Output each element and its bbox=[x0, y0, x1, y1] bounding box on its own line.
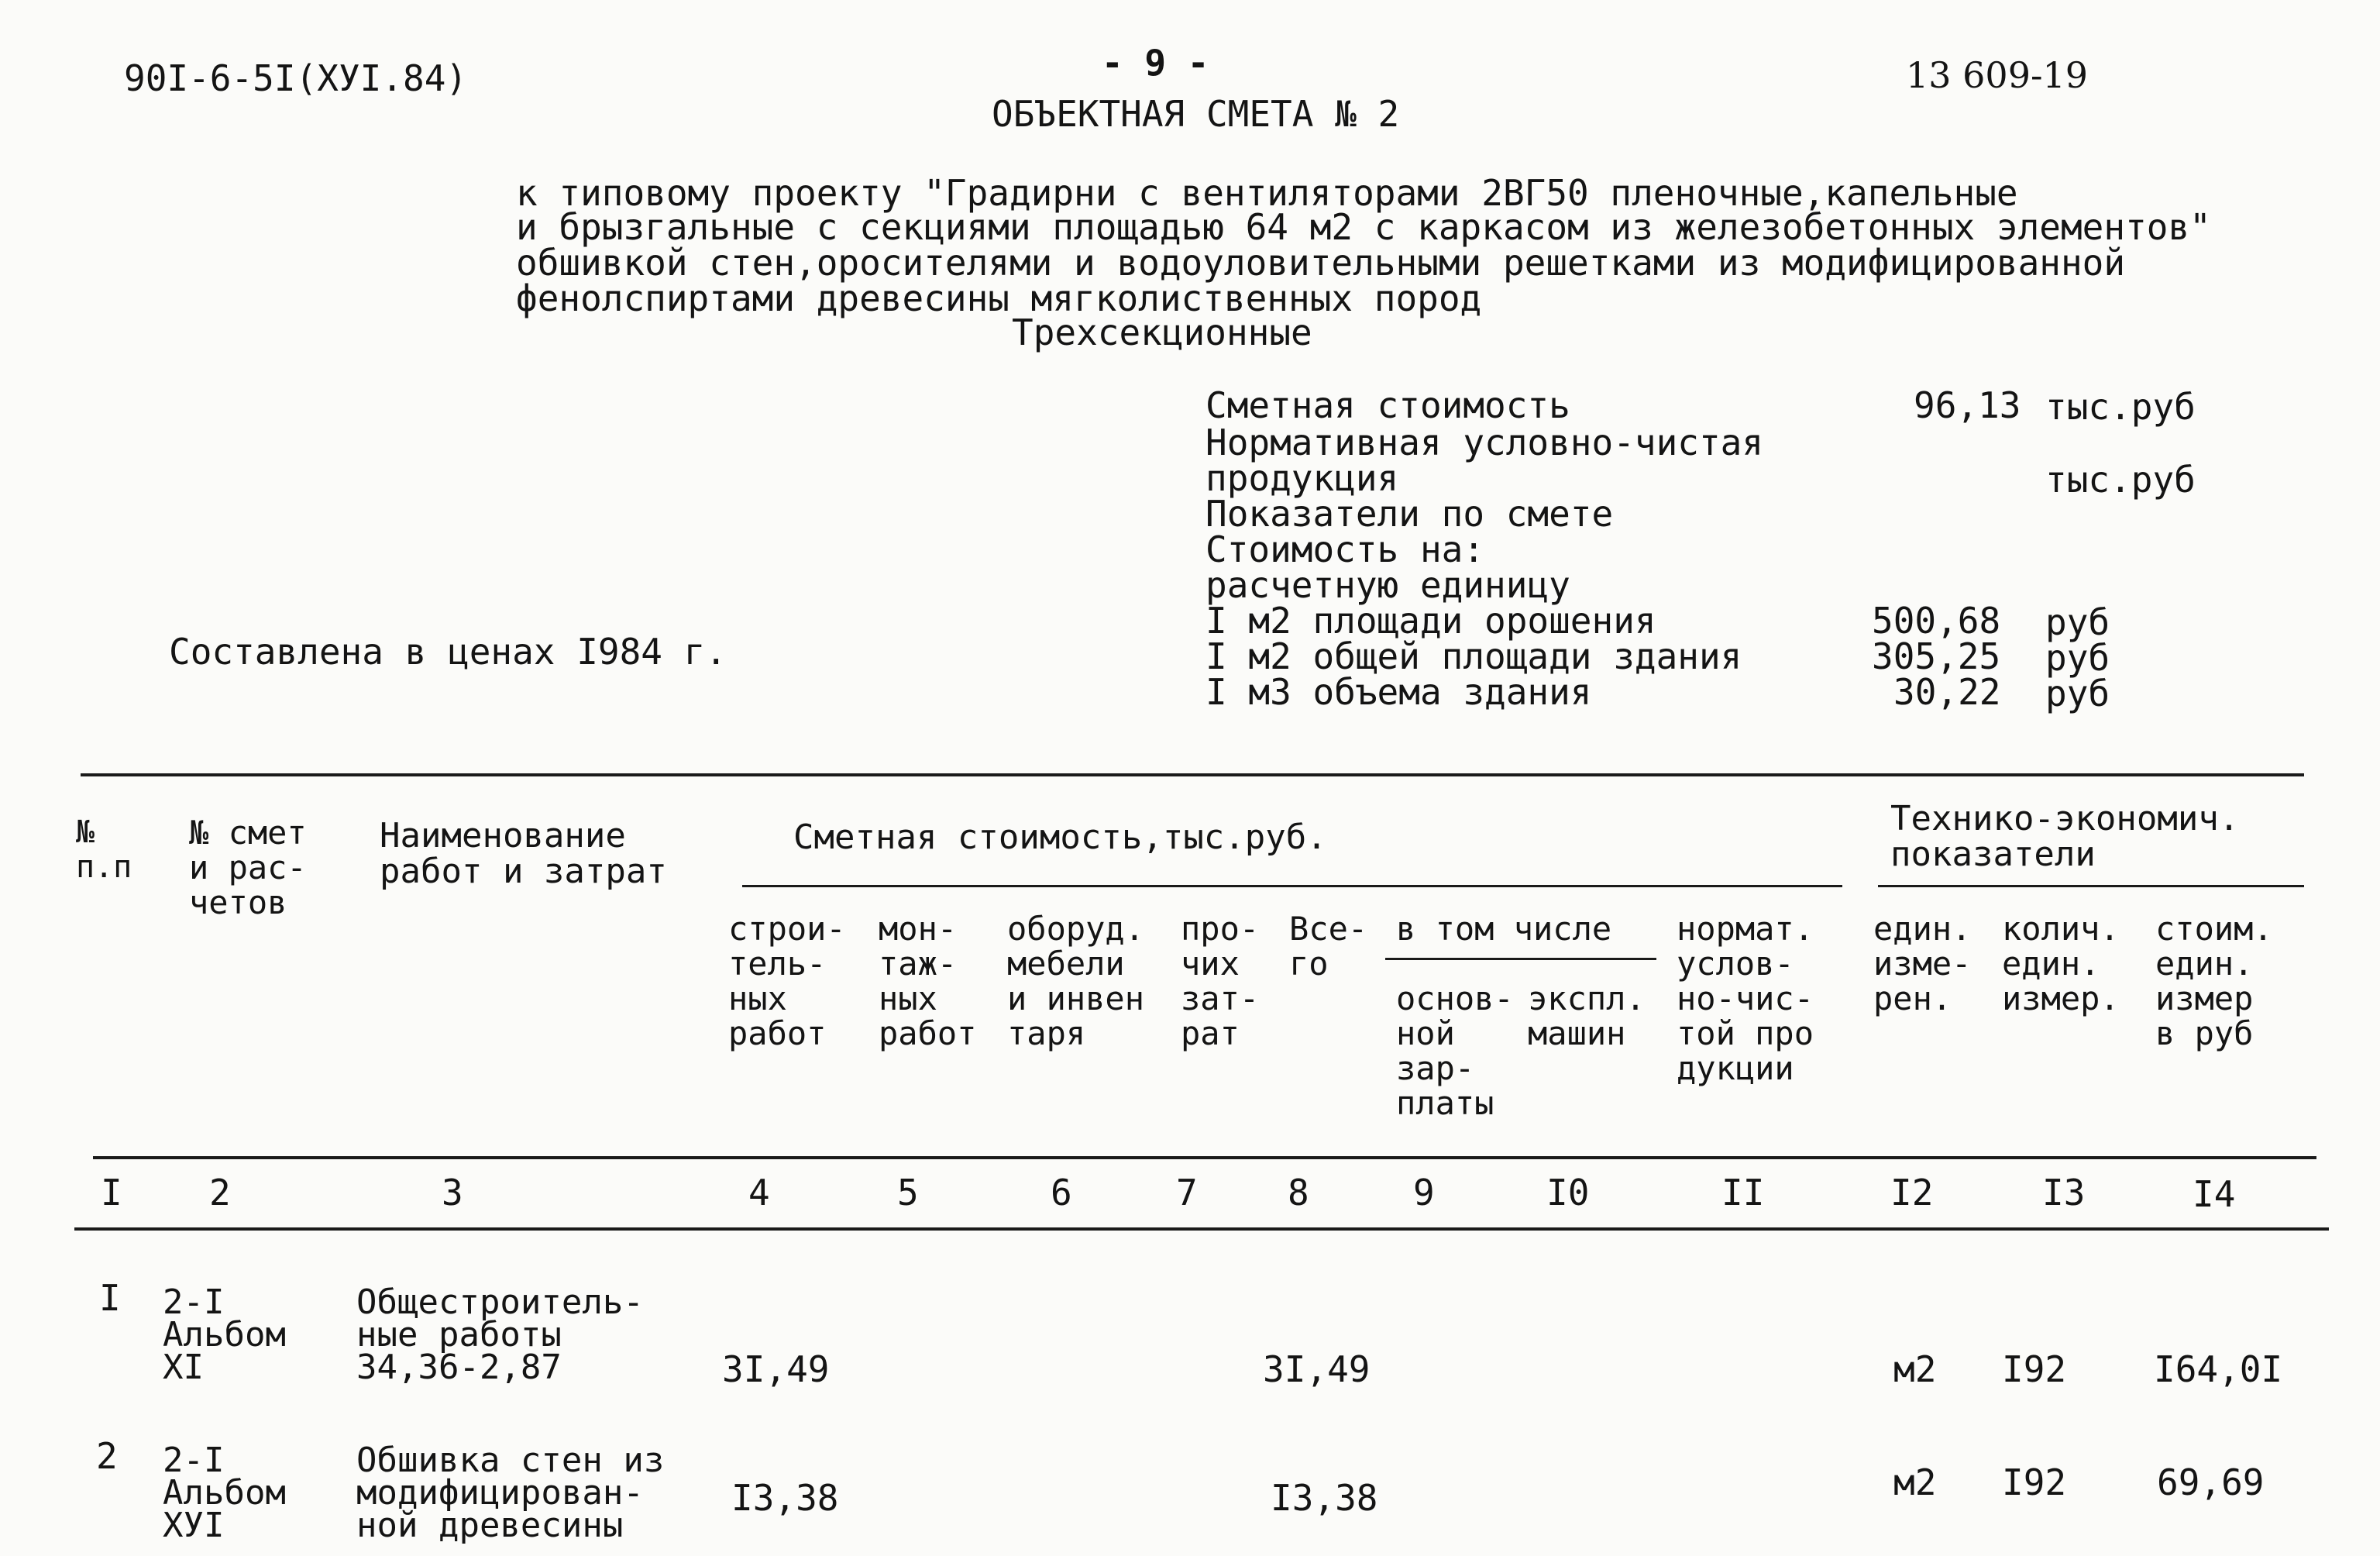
description-line-1: к типовому проекту "Градирни с вентиляторами 2ВГ50 пленочные,капельные bbox=[516, 172, 2018, 214]
col-header-total: Все- го bbox=[1289, 910, 1368, 983]
column-number: II bbox=[1721, 1172, 1765, 1213]
col-header-estimate-ref: № смет и рас- четов bbox=[189, 814, 307, 921]
row-estimate-ref: 2-I Альбом XI bbox=[163, 1282, 286, 1387]
row-unit: м2 bbox=[1893, 1348, 1937, 1390]
table-top-rule bbox=[81, 773, 2304, 776]
normative-unit: тыс.руб bbox=[2045, 459, 2196, 501]
description-line-5: Трехсекционные bbox=[1012, 312, 1312, 353]
row-unit-cost: 69,69 bbox=[2157, 1461, 2265, 1503]
normative-label-1: Нормативная условно-чистая bbox=[1205, 422, 1764, 463]
col-header-including: в том числе bbox=[1396, 910, 1612, 948]
description-line-2: и брызгальные с секциями площадью 64 м2 с каркасом из железобетонных элементов" bbox=[516, 206, 2211, 248]
column-number: 5 bbox=[897, 1172, 919, 1213]
indicator-unit: руб bbox=[2045, 673, 2110, 714]
col-header-normative: нормат. услов- но-чис- той про дукции bbox=[1677, 910, 1814, 1087]
col-header-tech-group: Технико-экономич. показатели bbox=[1890, 799, 2240, 874]
column-number: I3 bbox=[2042, 1172, 2086, 1213]
column-number: I4 bbox=[2193, 1173, 2236, 1215]
column-number: 9 bbox=[1413, 1172, 1435, 1213]
row-construction-cost: 3I,49 bbox=[722, 1348, 830, 1390]
column-number: 6 bbox=[1051, 1172, 1072, 1213]
estimated-cost-unit: тыс.руб bbox=[2045, 386, 2196, 428]
description-line-4: фенолспиртами древесины мягколиственных пород bbox=[516, 277, 1482, 319]
indicator-value: 500,68 bbox=[1872, 600, 2001, 642]
col-header-num: № п.п bbox=[76, 814, 132, 885]
column-numbers-rule bbox=[74, 1227, 2329, 1231]
prices-note: Составлена в ценах I984 г. bbox=[169, 631, 727, 673]
col-header-quantity: колич. един. измер. bbox=[2002, 910, 2120, 1017]
estimated-cost-value: 96,13 bbox=[1914, 384, 2021, 426]
row-number: 2 bbox=[96, 1435, 118, 1477]
indicator-value: 305,25 bbox=[1872, 635, 2001, 677]
column-number: 8 bbox=[1288, 1172, 1309, 1213]
archive-stamp-number: 13 609-19 bbox=[1906, 54, 2089, 96]
page-number: - 9 - bbox=[1102, 42, 1209, 84]
column-number: 4 bbox=[748, 1172, 770, 1213]
indicator-unit: руб bbox=[2045, 601, 2110, 643]
tech-group-rule bbox=[1878, 885, 2304, 887]
estimated-cost-label: Сметная стоимость bbox=[1205, 384, 1570, 426]
cost-group-rule bbox=[742, 885, 1842, 887]
row-quantity: I92 bbox=[2002, 1461, 2067, 1503]
column-number: I bbox=[101, 1172, 122, 1213]
indicator-value: 30,22 bbox=[1893, 671, 2001, 713]
calc-unit-label: расчетную единицу bbox=[1205, 564, 1570, 606]
cost-per-label: Стоимость на: bbox=[1205, 528, 1485, 570]
row-total-cost: I3,38 bbox=[1271, 1477, 1378, 1519]
normative-label-2: продукция bbox=[1205, 457, 1399, 499]
indicators-label: Показатели по смете bbox=[1205, 493, 1614, 535]
col-header-installation: мон- таж- ных работ bbox=[879, 910, 977, 1052]
column-number: I0 bbox=[1546, 1172, 1590, 1213]
col-header-unit-cost: стоим. един. измер в руб bbox=[2155, 910, 2273, 1052]
document-title: ОБЪЕКТНАЯ СМЕТА № 2 bbox=[992, 93, 1400, 135]
column-number: 3 bbox=[442, 1172, 463, 1213]
column-number: I2 bbox=[1890, 1172, 1934, 1213]
indicator-label: I м3 объема здания bbox=[1205, 671, 1592, 713]
header-bottom-rule bbox=[93, 1156, 2316, 1159]
row-unit-cost: I64,0I bbox=[2154, 1348, 2283, 1390]
col-header-construction: строи- тель- ных работ bbox=[728, 910, 846, 1052]
including-rule bbox=[1385, 958, 1656, 960]
indicator-label: I м2 площади орошения bbox=[1205, 600, 1656, 642]
row-total-cost: 3I,49 bbox=[1263, 1348, 1371, 1390]
indicator-label: I м2 общей площади здания bbox=[1205, 635, 1742, 677]
row-number: I bbox=[99, 1277, 121, 1319]
col-header-machines: экспл. машин bbox=[1528, 979, 1646, 1052]
column-number: 2 bbox=[209, 1172, 231, 1213]
row-unit: м2 bbox=[1893, 1461, 1937, 1503]
col-header-unit: един. изме- рен. bbox=[1873, 910, 1972, 1017]
indicator-unit: руб bbox=[2045, 637, 2110, 679]
row-construction-cost: I3,38 bbox=[731, 1477, 839, 1519]
row-work-name: Обшивка стен из модифицирован- ной древесины bbox=[356, 1441, 665, 1545]
col-header-equipment: оборуд. мебели и инвен таря bbox=[1007, 910, 1145, 1052]
row-estimate-ref: 2-I Альбом XУI bbox=[163, 1441, 286, 1545]
row-quantity: I92 bbox=[2002, 1348, 2067, 1390]
col-header-cost-group: Сметная стоимость,тыс.руб. bbox=[793, 818, 1327, 857]
row-work-name: Общестроитель- ные работы 34,36-2,87 bbox=[356, 1282, 644, 1387]
col-header-work-name: Наименование работ и затрат bbox=[380, 816, 667, 891]
description-line-3: обшивкой стен,оросителями и водоуловительными решетками из модифицированной bbox=[516, 242, 2126, 284]
col-header-other: про- чих зат- рат bbox=[1181, 910, 1260, 1052]
col-header-base-salary: основ- ной зар- платы bbox=[1396, 979, 1514, 1122]
column-number: 7 bbox=[1176, 1172, 1198, 1213]
document-code: 90I-6-5I(XУI.84) bbox=[124, 57, 468, 99]
